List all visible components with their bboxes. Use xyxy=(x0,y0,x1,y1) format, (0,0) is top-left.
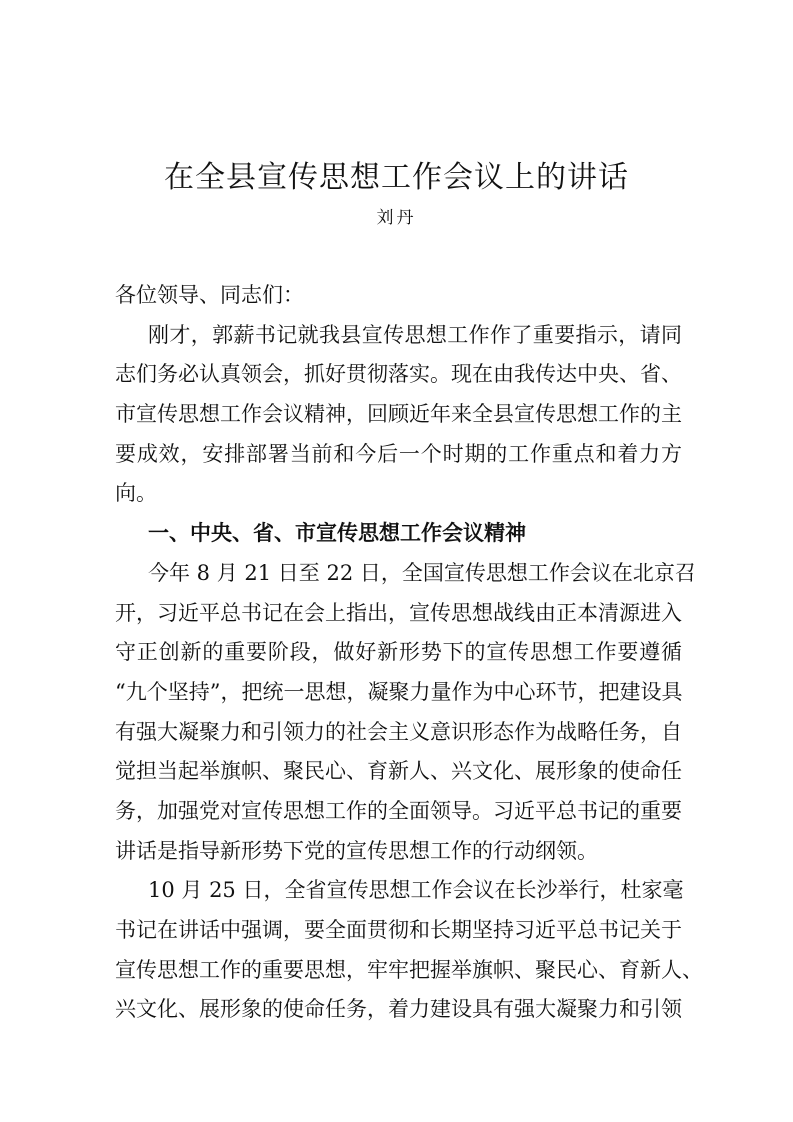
paragraph-3-line: 10 月 25 日，全省宣传思想工作会议在长沙举行，杜家毫 xyxy=(148,878,684,903)
paragraph-2-line: 讲话是指导新形势下党的宣传思想工作的行动纲领。 xyxy=(115,838,598,863)
paragraph-1-line: 市宣传思想工作会议精神，回顾近年来全县宣传思想工作的主 xyxy=(115,402,682,427)
paragraph-2-line: “九个坚持”，把统一思想，凝聚力量作为中心环节，把建设具 xyxy=(115,679,683,704)
section-heading: 一、中央、省、市宣传思想工作会议精神 xyxy=(148,521,526,546)
paragraph-3-line: 书记在讲话中强调，要全面贯彻和长期坚持习近平总书记关于 xyxy=(115,918,682,942)
paragraph-2-line: 有强大凝聚力和引领力的社会主义意识形态作为战略任务，自 xyxy=(115,719,682,744)
paragraph-1-line: 向。 xyxy=(115,481,157,506)
paragraph-2-line: 守正创新的重要阶段，做好新形势下的宣传思想工作要遵循 xyxy=(115,640,682,665)
document-author: 刘丹 xyxy=(376,208,417,228)
greeting: 各位领导、同志们： xyxy=(115,283,304,307)
paragraph-2-line: 今年 8 月 21 日至 22 日，全国宣传思想工作会议在北京召 xyxy=(148,560,696,585)
paragraph-1-line: 刚才，郭薪书记就我县宣传思想工作作了重要指示，请同 xyxy=(148,322,682,347)
paragraph-2-line: 务，加强党对宣传思想工作的全面领导。习近平总书记的重要 xyxy=(115,798,682,823)
paragraph-1-line: 志们务必认真领会，抓好贯彻落实。现在由我传达中央、省、 xyxy=(115,362,682,387)
paragraph-3-line: 兴文化、展形象的使命任务，着力建设具有强大凝聚力和引领 xyxy=(115,997,682,1022)
paragraph-3-line: 宣传思想工作的重要思想，牢牢把握举旗帜、聚民心、育新人、 xyxy=(115,957,703,982)
document-body xyxy=(115,280,703,1034)
paragraph-2-line: 开，习近平总书记在会上指出，宣传思想战线由正本清源进入 xyxy=(115,600,682,625)
paragraph-1-line: 要成效，安排部署当前和今后一个时期的工作重点和着力方 xyxy=(115,441,682,466)
document-title: 在全县宣传思想工作会议上的讲话 xyxy=(164,160,629,195)
paragraph-2-line: 觉担当起举旗帜、聚民心、育新人、兴文化、展形象的使命任 xyxy=(115,759,682,784)
